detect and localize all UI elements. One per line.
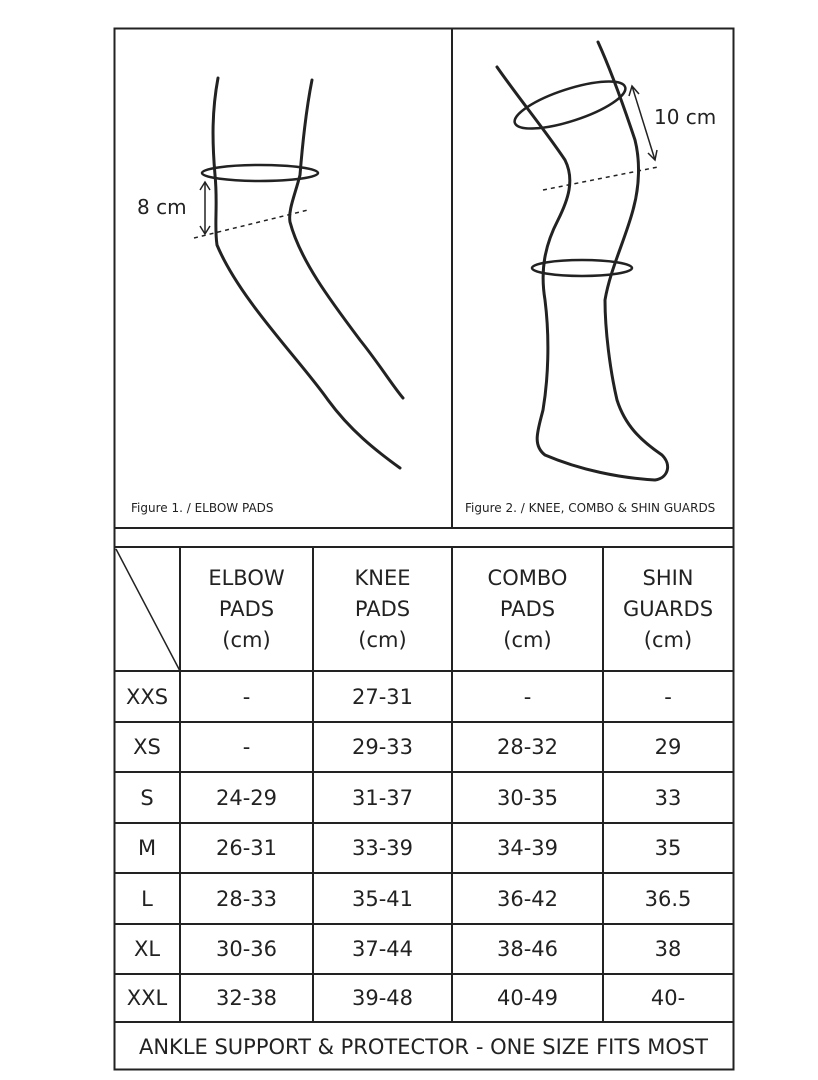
size-label: M bbox=[137, 836, 157, 860]
table-cell: 38 bbox=[654, 937, 682, 961]
knee-measure-label: 10 cm bbox=[654, 105, 717, 129]
table-cell: - bbox=[523, 684, 532, 709]
elbow-measure-label: 8 cm bbox=[137, 195, 187, 219]
header-line: (cm) bbox=[222, 627, 271, 652]
table-cell: 37-44 bbox=[351, 937, 414, 961]
header-line: COMBO bbox=[487, 565, 568, 590]
table-cell: 34-39 bbox=[496, 836, 559, 860]
size-label: S bbox=[140, 785, 154, 810]
table-cell: 40-49 bbox=[496, 986, 559, 1010]
table-cell: 35 bbox=[654, 836, 682, 860]
table-cell: 28-32 bbox=[496, 735, 559, 759]
table-cell: 36-42 bbox=[496, 886, 559, 911]
knee-dashed-line bbox=[543, 167, 658, 190]
header-line: GUARDS bbox=[622, 596, 714, 621]
table-cell: 24-29 bbox=[215, 785, 278, 810]
header-shin-guards bbox=[603, 547, 733, 671]
table-cell: 28-33 bbox=[215, 886, 278, 911]
arm-outline-left bbox=[213, 78, 400, 468]
table-cell: 33-39 bbox=[351, 836, 414, 860]
table-cell: 29-33 bbox=[351, 735, 414, 759]
header-line: ELBOW bbox=[208, 565, 285, 590]
shin-circumference-ring bbox=[532, 260, 632, 276]
table-cell: - bbox=[242, 735, 251, 759]
arm-outline-right bbox=[290, 80, 403, 398]
header-line: (cm) bbox=[503, 627, 552, 652]
table-cell: 26-31 bbox=[215, 836, 278, 860]
table-cell: 31-37 bbox=[351, 785, 414, 810]
table-cell: 36.5 bbox=[644, 886, 692, 911]
knee-circumference-ring bbox=[510, 72, 630, 138]
table-cell: - bbox=[664, 684, 672, 709]
header-line: PADS bbox=[499, 596, 556, 621]
table-cell: 32-38 bbox=[215, 986, 278, 1010]
table-cell: 29 bbox=[654, 735, 682, 759]
header-line: (cm) bbox=[643, 627, 693, 652]
table-cell: 30-36 bbox=[215, 937, 278, 961]
knee-measure-marks bbox=[510, 72, 658, 276]
table-cell: 40- bbox=[650, 986, 686, 1010]
header-line: SHIN bbox=[642, 565, 694, 590]
header-combo-pads bbox=[452, 547, 603, 671]
corner-diagonal bbox=[116, 549, 180, 671]
header-line: PADS bbox=[218, 596, 275, 621]
table-footer-note: ANKLE SUPPORT & PROTECTOR - ONE SIZE FITS MOST bbox=[138, 1035, 709, 1059]
size-label: L bbox=[141, 886, 153, 911]
table-cell: 27-31 bbox=[351, 684, 414, 709]
header-line: KNEE bbox=[354, 565, 411, 590]
table-cell: 33 bbox=[654, 785, 682, 810]
size-label: XS bbox=[133, 735, 161, 759]
size-label: XL bbox=[133, 937, 161, 961]
arm-illustration bbox=[213, 78, 403, 468]
table-cell: 30-35 bbox=[496, 785, 559, 810]
header-knee-pads bbox=[313, 547, 452, 671]
figure-1-caption: Figure 1. / ELBOW PADS bbox=[131, 501, 274, 515]
size-label: XXL bbox=[126, 986, 168, 1010]
header-elbow-pads bbox=[180, 547, 313, 671]
header-line: PADS bbox=[354, 596, 411, 621]
size-label: XXS bbox=[125, 684, 169, 709]
table-cell: 38-46 bbox=[496, 937, 559, 961]
header-line: (cm) bbox=[358, 627, 407, 652]
figure-2-caption: Figure 2. / KNEE, COMBO & SHIN GUARDS bbox=[465, 501, 716, 515]
table-cell: 35-41 bbox=[351, 886, 414, 911]
table-cell: 39-48 bbox=[351, 986, 414, 1010]
table-cell: - bbox=[242, 684, 251, 709]
